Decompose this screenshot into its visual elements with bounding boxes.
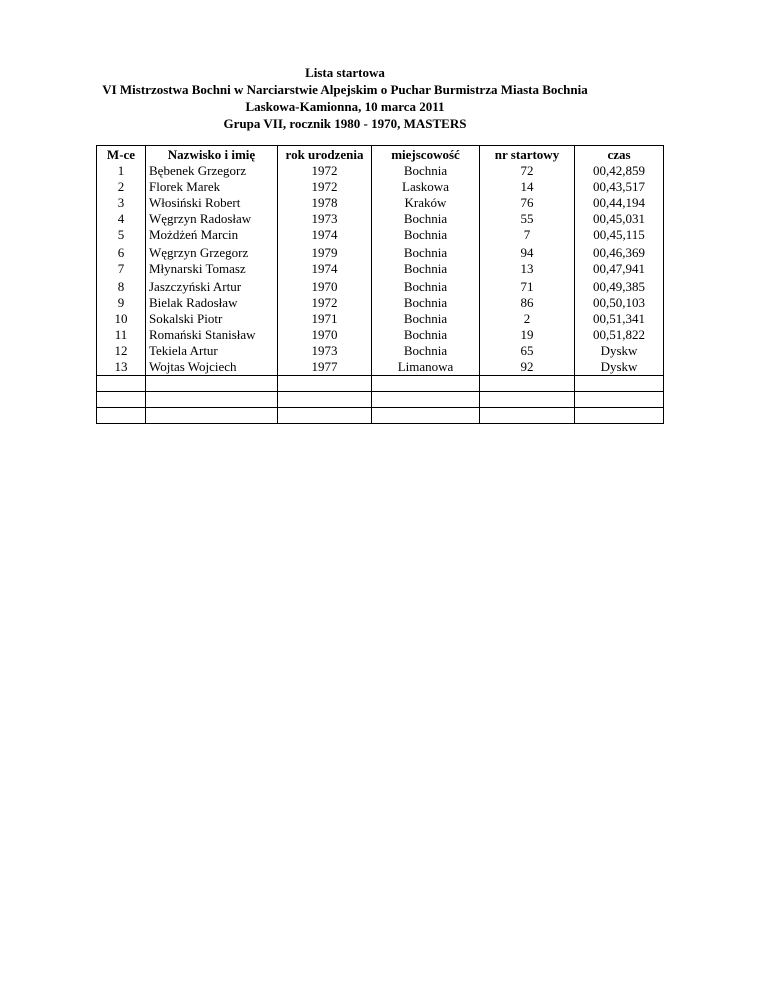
empty-cell [146,376,278,392]
empty-cell [480,376,575,392]
table-row [97,327,664,343]
cell-time: 00,42,859 [575,163,664,179]
cell-name: Możdżeń Marcin [146,227,278,243]
cell-place: 1 [97,163,146,179]
competition-title: VI Mistrzostwa Bochni w Narciarstwie Alpejskim o Puchar Burmistrza Miasta Bochnia [102,82,588,97]
cell-name: Sokalski Piotr [146,311,278,327]
cell-time: 00,51,341 [575,311,664,327]
cell-place: 13 [97,359,146,376]
results-table [96,145,664,424]
table-row [97,211,664,227]
cell-name: Bębenek Grzegorz [146,163,278,179]
cell-year: 1972 [278,179,372,195]
cell-bib: 76 [480,195,575,211]
table-row [97,163,664,179]
cell-time: 00,46,369 [575,243,664,261]
cell-bib: 71 [480,277,575,295]
cell-year: 1970 [278,327,372,343]
column-header-bib: nr startowy [480,146,575,164]
table-header-row [97,146,664,164]
table-row [97,243,664,261]
cell-year: 1973 [278,211,372,227]
cell-place: 12 [97,343,146,359]
cell-bib: 14 [480,179,575,195]
empty-cell [97,376,146,392]
cell-place: 8 [97,277,146,295]
cell-time: 00,51,822 [575,327,664,343]
cell-place: 6 [97,243,146,261]
table-row [97,343,664,359]
cell-time: 00,47,941 [575,261,664,277]
cell-town: Bochnia [372,227,480,243]
cell-town: Bochnia [372,295,480,311]
cell-time: 00,45,115 [575,227,664,243]
cell-town: Bochnia [372,211,480,227]
cell-place: 5 [97,227,146,243]
empty-cell [278,376,372,392]
column-header-place: M-ce [97,146,146,164]
cell-place: 3 [97,195,146,211]
column-header-time: czas [575,146,664,164]
empty-cell [278,408,372,424]
empty-cell [480,408,575,424]
cell-year: 1974 [278,227,372,243]
empty-row [97,392,664,408]
cell-bib: 94 [480,243,575,261]
cell-bib: 92 [480,359,575,376]
cell-time: Dyskw [575,359,664,376]
table-row [97,277,664,295]
cell-name: Florek Marek [146,179,278,195]
empty-cell [575,408,664,424]
cell-year: 1978 [278,195,372,211]
empty-cell [146,392,278,408]
cell-time: 00,44,194 [575,195,664,211]
cell-bib: 65 [480,343,575,359]
cell-town: Bochnia [372,163,480,179]
cell-town: Laskowa [372,179,480,195]
empty-cell [278,392,372,408]
cell-year: 1974 [278,261,372,277]
cell-name: Włosiński Robert [146,195,278,211]
cell-bib: 72 [480,163,575,179]
column-header-year: rok urodzenia [278,146,372,164]
cell-name: Węgrzyn Radosław [146,211,278,227]
cell-time: 00,43,517 [575,179,664,195]
cell-name: Tekiela Artur [146,343,278,359]
cell-name: Romański Stanisław [146,327,278,343]
empty-cell [97,408,146,424]
empty-cell [372,408,480,424]
cell-town: Limanowa [372,359,480,376]
table-row [97,359,664,376]
cell-year: 1970 [278,277,372,295]
cell-place: 4 [97,211,146,227]
cell-town: Bochnia [372,243,480,261]
cell-place: 2 [97,179,146,195]
cell-place: 11 [97,327,146,343]
empty-cell [97,392,146,408]
empty-cell [372,392,480,408]
cell-town: Bochnia [372,261,480,277]
cell-time: 00,50,103 [575,295,664,311]
empty-cell [575,376,664,392]
cell-bib: 19 [480,327,575,343]
cell-bib: 7 [480,227,575,243]
table-row [97,261,664,277]
cell-name: Młynarski Tomasz [146,261,278,277]
cell-town: Bochnia [372,277,480,295]
cell-name: Jaszczyński Artur [146,277,278,295]
column-header-name: Nazwisko i imię [146,146,278,164]
cell-time: 00,49,385 [575,277,664,295]
cell-bib: 55 [480,211,575,227]
cell-year: 1979 [278,243,372,261]
cell-year: 1971 [278,311,372,327]
cell-place: 7 [97,261,146,277]
cell-town: Bochnia [372,311,480,327]
column-header-town: miejscowość [372,146,480,164]
cell-place: 9 [97,295,146,311]
cell-bib: 2 [480,311,575,327]
cell-name: Bielak Radosław [146,295,278,311]
empty-row [97,408,664,424]
cell-year: 1972 [278,295,372,311]
table-row [97,179,664,195]
event-location-date: Laskowa-Kamionna, 10 marca 2011 [245,99,445,114]
table-row [97,295,664,311]
cell-place: 10 [97,311,146,327]
cell-bib: 13 [480,261,575,277]
cell-town: Kraków [372,195,480,211]
cell-year: 1977 [278,359,372,376]
cell-bib: 86 [480,295,575,311]
document-header [0,64,690,132]
empty-cell [575,392,664,408]
table-row [97,227,664,243]
cell-year: 1973 [278,343,372,359]
cell-time: 00,45,031 [575,211,664,227]
cell-town: Bochnia [372,327,480,343]
empty-row [97,376,664,392]
group-info: Grupa VII, rocznik 1980 - 1970, MASTERS [223,116,467,131]
cell-time: Dyskw [575,343,664,359]
cell-year: 1972 [278,163,372,179]
cell-name: Wojtas Wojciech [146,359,278,376]
empty-cell [146,408,278,424]
empty-cell [480,392,575,408]
table-row [97,195,664,211]
list-title: Lista startowa [305,65,385,80]
cell-name: Węgrzyn Grzegorz [146,243,278,261]
empty-cell [372,376,480,392]
table-row [97,311,664,327]
cell-town: Bochnia [372,343,480,359]
